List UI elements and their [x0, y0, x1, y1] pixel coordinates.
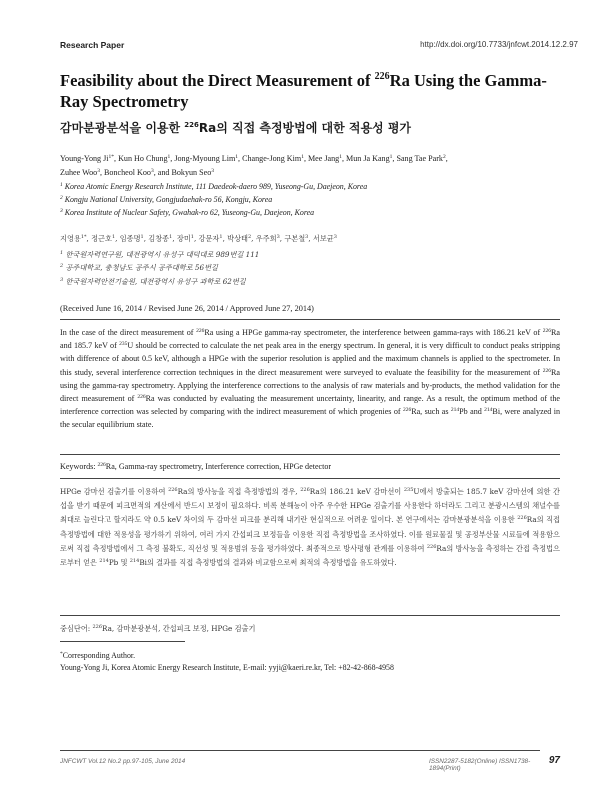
author-name: Young-Yong Ji [60, 154, 109, 163]
korean-affiliation-text: 한국원자력연구원, 대전광역시 유성구 대덕대로 989번길 111 [63, 250, 260, 259]
abstract-superscript: 214 [450, 407, 460, 414]
affiliation-text: Kongju National University, Gongjudaehak-ro 56, Kongju, Korea [62, 195, 273, 205]
korean-author-superscript: 3 [276, 234, 280, 240]
korean-author-superscript: 1 [169, 234, 173, 240]
korean-author-superscript: 3 [333, 234, 337, 240]
korean-affiliation-superscript: 3 [60, 276, 64, 283]
abstract-superscript: 226 [542, 328, 551, 334]
korean-author-name: , 구본철 [279, 234, 306, 243]
received-dates: (Received June 16, 2014 / Revised June 26, 2014 / Approved June 27, 2014) [60, 304, 314, 313]
author-name: , and Bokyun Seo [153, 167, 212, 177]
abstract-text: U should be corrected to calculate the net peak area in the energy spectrum. In general, it is very difficult to conduct peaks stripping with difference of about 0.5 keV, although a HPGe with the superior resolution is applied and the maximum channels is applied to the spectrometer. In this study, several interference correction techniques in the direct measurement were surveyed to evaluate the feasibility for the measurement of [60, 341, 560, 377]
korean-author-name: 지영용 [60, 234, 81, 243]
correspondence-asterisk: * [60, 651, 63, 657]
author-line-2 [60, 166, 560, 180]
author-superscript: 1 [389, 154, 393, 160]
abstract-text: Ra and 185.7 keV of [60, 328, 560, 351]
abstract-superscript: 226 [137, 394, 146, 401]
korean-abstract-text: Ra의 방사능을 직접 측정방법의 경우, [177, 487, 301, 496]
keywords [60, 462, 560, 471]
korean-author-superscript: 1 [111, 234, 116, 240]
korean-abstract-text: Bi의 결과를 직접 측정방법의 결과와 비교함으로써 최적의 측정방법을 유도하였다. [139, 558, 397, 568]
korean-author-name: , 장미 [172, 234, 191, 243]
abstract-text: Ra was conducted by evaluating the measurement uncertainty, linearity, and range. As a result, the optimum method of the interference correction was selected by comparing with the indirect measurement of which progenies of [60, 394, 560, 417]
korean-abstract-superscript: 214 [129, 558, 140, 565]
korean-abstract-text: Ra의 186.21 keV 감마선이 [309, 487, 404, 496]
author-name: , Sang Tae Park [392, 154, 443, 163]
abstract-text: Ra, such as [411, 407, 451, 417]
keywords-text: Ra, Gamma-ray spectrometry, Interference correction, HPGe detector [105, 462, 332, 471]
title-superscript: 226 [374, 71, 390, 82]
korean-affiliation-superscript: 2 [60, 263, 64, 270]
korean-affiliation-text: 공주대학교, 충청남도 공주시 공주대학로 56번길 [63, 263, 218, 273]
correspondence-detail: Young-Yong Ji, Korea Atomic Energy Research Institute, E-mail: yyji@kaeri.re.kr, Tel: +82-42-868-4958 [60, 662, 394, 672]
author-name: , Kun Ho Chung [114, 154, 168, 163]
divider-keywords [60, 478, 560, 479]
korean-abstract-text: Pb 및 [108, 558, 130, 568]
author-superscript: 3 [150, 167, 154, 174]
author-name: , Boncheol Koo [99, 167, 151, 177]
author-name: , [445, 154, 448, 163]
korean-author-superscript: 1* [80, 234, 87, 240]
keywords-superscript: 226 [97, 462, 106, 468]
divider-footer [60, 750, 540, 751]
korean-title-text-1: 감마분광분석을 이용한 [60, 121, 185, 135]
correspondence-label-line [60, 650, 560, 662]
korean-affiliation-item [60, 261, 560, 274]
abstract-superscript: 214 [484, 407, 493, 414]
korean-title [60, 119, 580, 136]
abstract-superscript: 235 [119, 341, 128, 348]
korean-abstract-text: Ra의 직접 측정방법에 대한 적용성을 평가하기 위하여, 여러 가지 간섭피크 보정들을 이용한 직접 측정방법을 조사하였다. 이를 원료물질 및 공정부산물 시료들에 적용함으로써 직접 측정방법에서 그 측정 불확도, 직선성 및 적용범위 등을 평가하였다. 최종적으로 방사평형 관계를 이용하여 [60, 515, 560, 553]
abstract-superscript: 226 [196, 328, 205, 334]
korean-affiliation-superscript: 1 [60, 250, 64, 256]
author-superscript: 3 [211, 167, 215, 174]
affiliation-superscript: 3 [60, 208, 63, 215]
abstract-text: Pb and [459, 407, 485, 417]
korean-keywords-text: Ra, 감마분광분석, 간섭피크 보정, HPGe 검출기 [102, 624, 256, 633]
korean-abstract-superscript: 235 [403, 487, 414, 493]
author-superscript: 2 [442, 154, 446, 160]
author-name: Zuhee Woo [60, 167, 98, 177]
korean-author-superscript: 3 [305, 234, 309, 240]
korean-abstract-text: HPGe 감마선 검출기를 이용하여 [60, 487, 169, 496]
abstract-text: Ra using the gamma-ray spectrometry. Applying the interference corrections to the analysis of raw materials and by-products, the method validation for the direct measurement of [60, 367, 560, 404]
korean-affiliation-item [60, 248, 560, 261]
journal-citation: JNFCWT Vol.12 No.2 pp.97-105, June 2014 [60, 758, 186, 765]
correspondence-note [60, 650, 560, 673]
abstract-text: Bi, were analyzed in the secular equilibrium state. [60, 407, 560, 430]
korean-keywords [60, 624, 560, 634]
divider-korean-abstract [60, 615, 560, 616]
affiliation-text: Korea Institute of Nuclear Safety, Gwahak-ro 62, Yuseong-Gu, Daejeon, Korea [62, 208, 315, 218]
korean-title-superscript: 226 [184, 121, 199, 129]
author-superscript: 3 [97, 167, 100, 174]
author-superscript: 1 [339, 154, 342, 160]
affiliation-superscript: 1 [60, 182, 63, 188]
english-title [60, 70, 560, 112]
footnote-divider [60, 641, 185, 642]
issn-info: ISSN2287-5182(Online) ISSN1738-1894(Print) [429, 758, 531, 772]
korean-author-superscript: 1 [190, 234, 194, 240]
author-line-1 [60, 152, 560, 166]
abstract [60, 326, 560, 432]
korean-abstract-text: Ra의 방사능을 측정하는 간접 측정법으로부터 얻은 [60, 543, 561, 568]
doi-link[interactable]: http://dx.doi.org/10.7733/jnfcwt.2014.12.2.97 [420, 40, 578, 49]
korean-author-list [60, 232, 560, 245]
author-superscript: 1 [301, 154, 304, 160]
korean-title-text-2: Ra의 직접 측정방법에 대한 적용성 평가 [198, 121, 412, 135]
abstract-superscript: 226 [542, 367, 551, 374]
korean-author-name: , 우주희 [251, 234, 277, 243]
author-name: , Jong-Myoung Lim [170, 154, 236, 163]
author-name: , Mun Ja Kang [341, 154, 390, 163]
korean-affiliation-item [60, 275, 560, 288]
korean-affiliation-text: 한국원자력안전기술원, 대전광역시 유성구 과학로 62번길 [63, 276, 246, 286]
divider-top [60, 319, 560, 320]
korean-author-superscript: 1 [140, 234, 144, 240]
korean-author-name: , 정근호 [86, 234, 112, 243]
korean-abstract-superscript: 226 [300, 487, 310, 493]
keywords-text: Keywords: [60, 462, 98, 471]
author-superscript: 1 [167, 154, 171, 160]
korean-author-name: , 임종명 [115, 234, 141, 243]
korean-author-superscript: 1 [219, 234, 223, 240]
korean-author-name: , 박상태 [222, 234, 248, 243]
author-name: , Mee Jang [303, 154, 340, 163]
korean-author-name: , 김창종 [143, 234, 170, 243]
divider-abstract [60, 454, 560, 455]
korean-author-superscript: 2 [247, 234, 252, 240]
korean-abstract-superscript: 226 [426, 543, 437, 550]
author-name: , Change-Jong Kim [238, 154, 302, 163]
korean-abstract-text: U에서 방출되는 185.7 keV 감마선에 의한 간섭을 받기 때문에 피크면적의 계산에서 반드시 보정이 필요하다. 비록 분해능이 아주 우수한 HPGe 검출기를 사용한다 하더라도 그리고 분광시스템의 채널수를 최대로 늘린다고 할지라도 약 0.5 keV 차이의 두 감마선 피크를 분리해 내기란 현실적으로 어려운 일이다. 본 연구에서는 감마분광분석을 이용한 [60, 487, 560, 525]
affiliation-text: Korea Atomic Energy Research Institute, 111 Daedeok-daero 989, Yuseong-Gu, Daejeon, Korea [62, 182, 368, 191]
korean-abstract-superscript: 226 [168, 487, 178, 493]
author-superscript: 1 [235, 154, 239, 160]
korean-author-name: , 강문자 [193, 234, 220, 243]
korean-abstract-superscript: 214 [99, 558, 109, 565]
affiliation-item [60, 206, 560, 219]
affiliation-list [60, 180, 560, 220]
page-number: 97 [548, 755, 560, 766]
korean-keywords-superscript: 226 [92, 624, 103, 630]
title-text-1: Feasibility about the Direct Measurement of [60, 71, 375, 90]
page-header [60, 40, 578, 54]
korean-abstract-superscript: 226 [517, 515, 527, 522]
abstract-text: Ra using a HPGe gamma-ray spectrometer, the interference between gamma-rays with 186.21 keV of [204, 328, 543, 337]
page-footer [60, 755, 560, 772]
affiliation-superscript: 2 [60, 195, 63, 202]
affiliation-item [60, 193, 560, 206]
korean-affiliation-list [60, 248, 560, 288]
korean-abstract [60, 485, 560, 570]
korean-keywords-text: 중심단어: [60, 624, 93, 633]
title-text-2: Ra Using the Gamma-Ray Spectrometry [60, 71, 547, 111]
korean-author-name: , 서보균 [308, 234, 334, 243]
abstract-superscript: 226 [402, 407, 412, 414]
author-list [60, 152, 560, 179]
affiliation-item [60, 180, 560, 193]
author-superscript: 1* [108, 154, 115, 160]
abstract-text: In the case of the direct measurement of [60, 328, 197, 337]
section-label: Research Paper [60, 40, 125, 50]
correspondence-label: Corresponding Author. [62, 651, 136, 660]
